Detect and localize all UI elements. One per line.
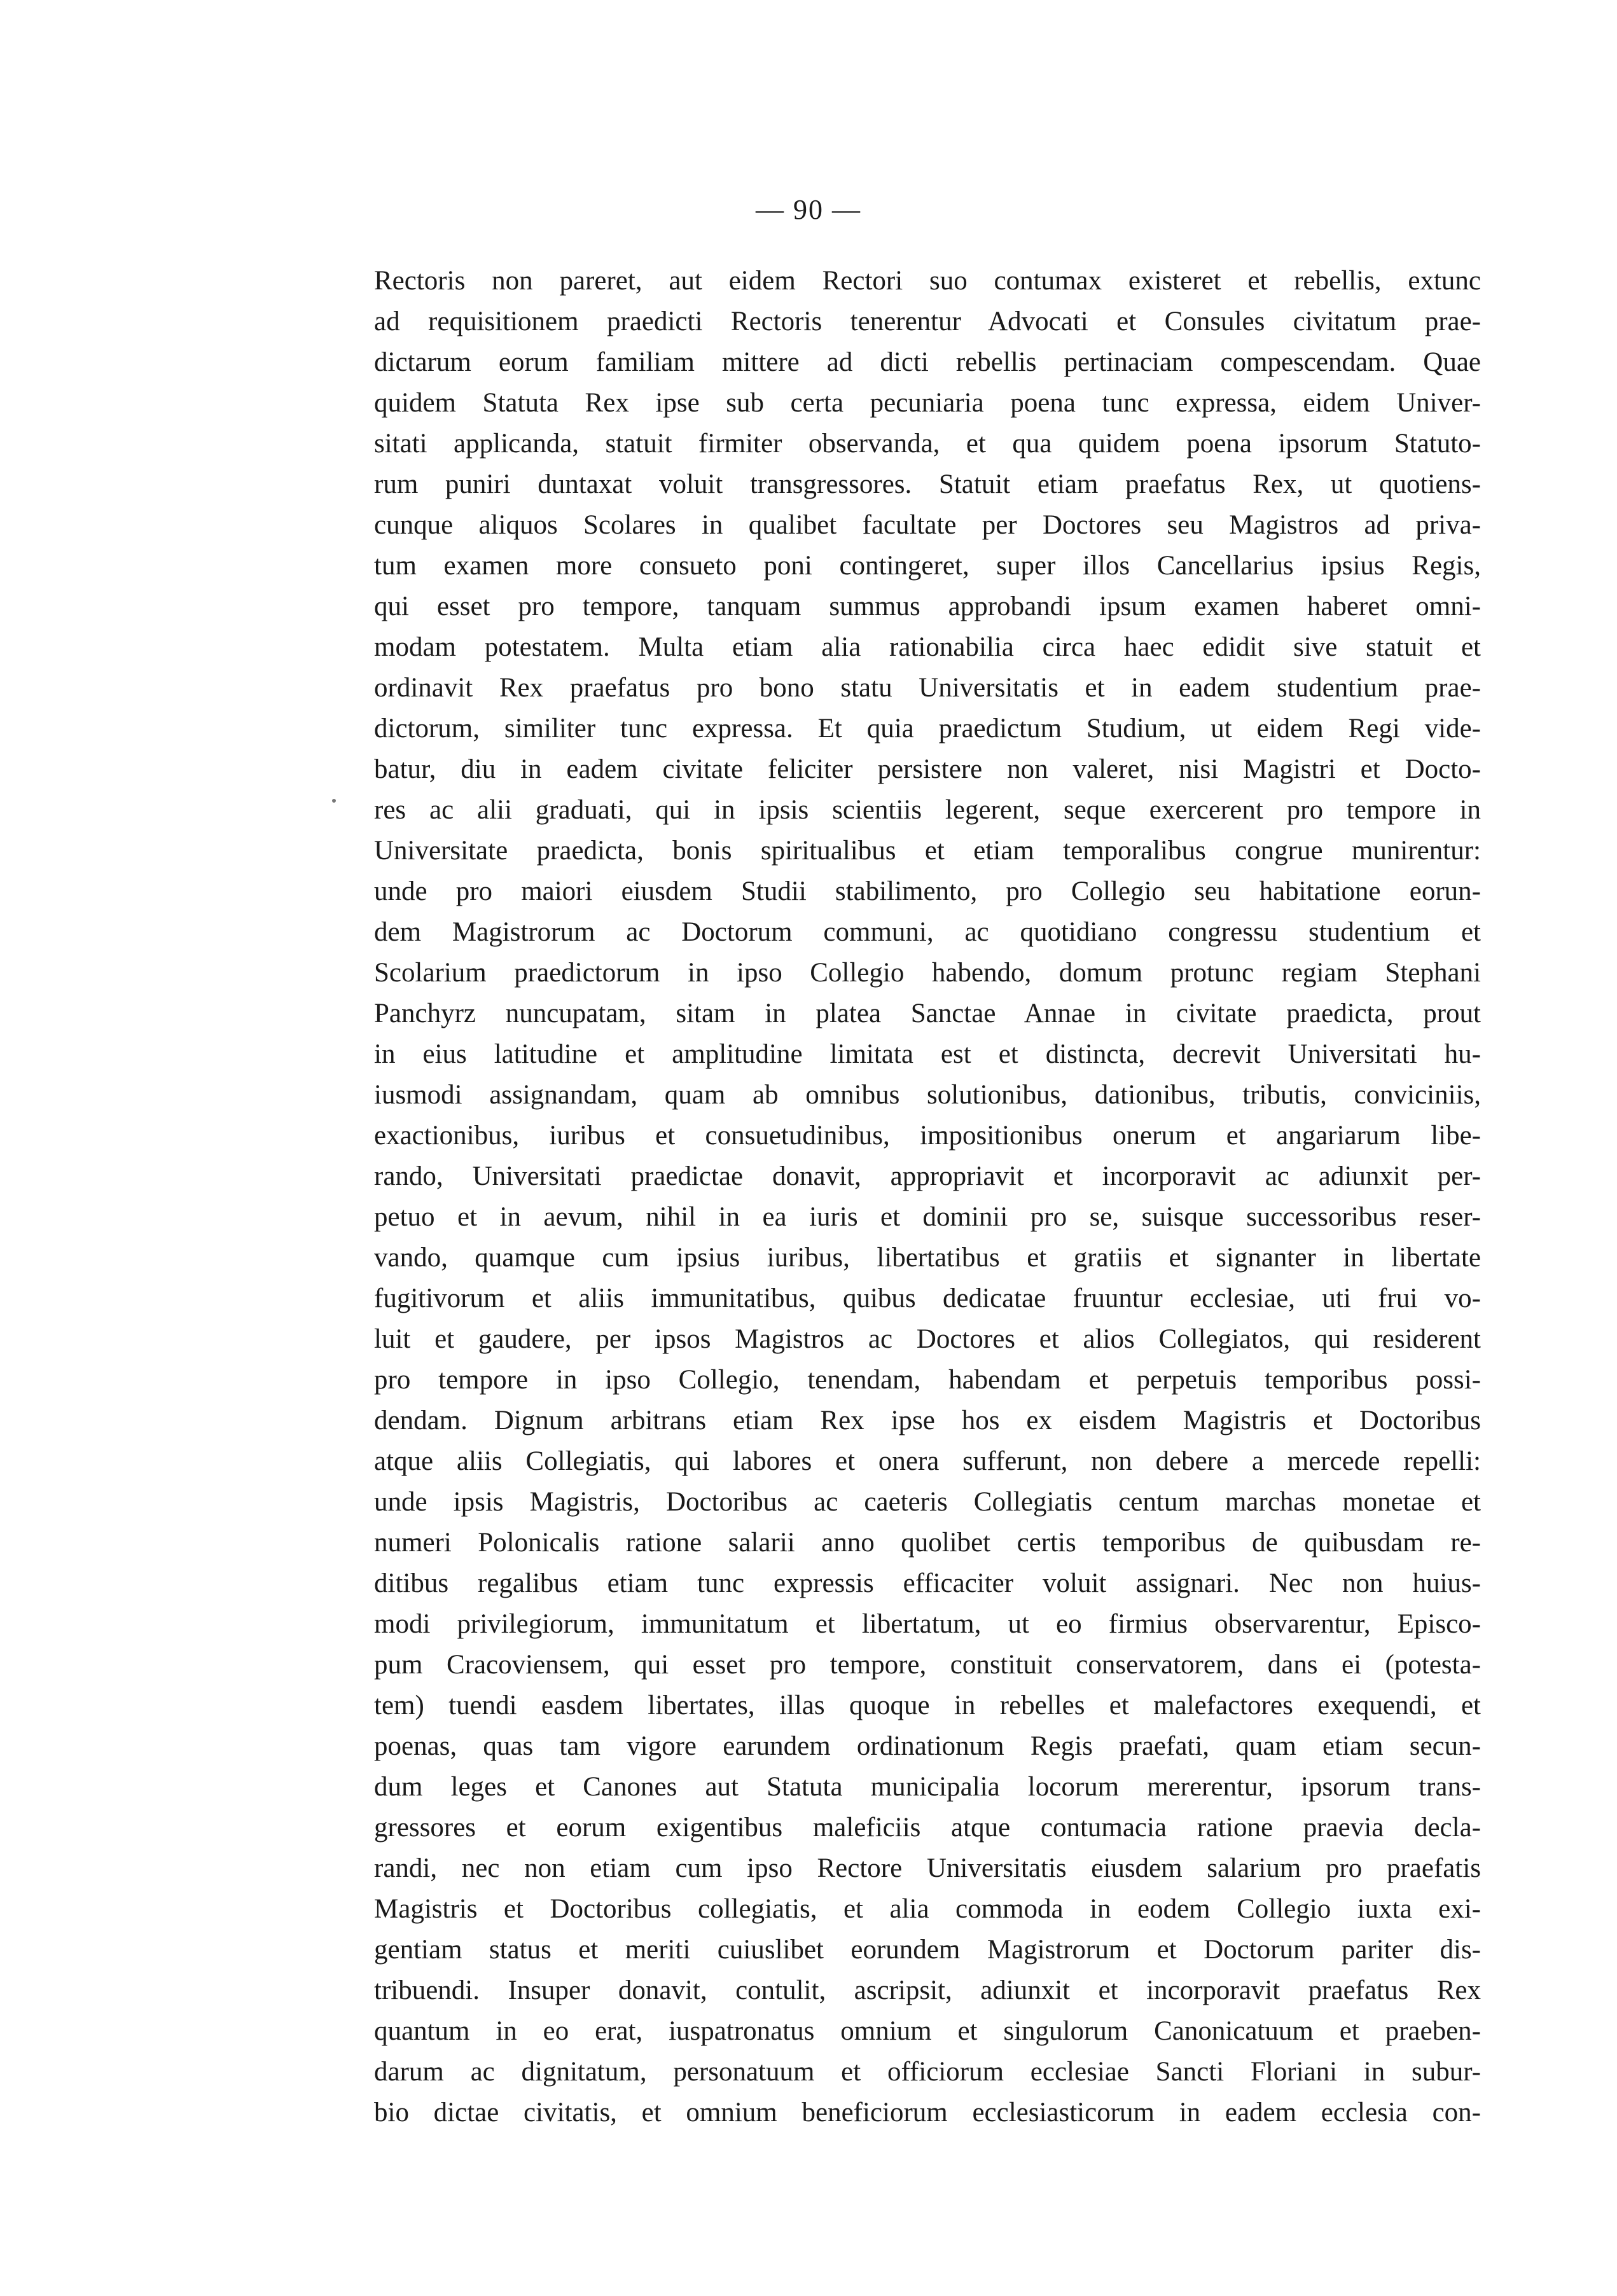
text-line: dem Magistrorum ac Doctorum communi, ac quotidiano congressu studentium et (374, 917, 1481, 947)
text-line: Rectoris non pareret, aut eidem Rectori suo contumax existeret et rebellis, extunc (374, 266, 1481, 296)
text-line: randi, nec non etiam cum ipso Rectore Universitatis eiusdem salarium pro praefatis (374, 1853, 1481, 1883)
text-line: Magistris et Doctoribus collegiatis, et alia commoda in eodem Collegio iuxta exi- (374, 1894, 1481, 1924)
text-line: modi privilegiorum, immunitatum et libertatum, ut eo firmius observarentur, Episco- (374, 1609, 1481, 1639)
text-line: tum examen more consueto poni contingeret, super illos Cancellarius ipsius Regis, (374, 551, 1481, 581)
text-line: numeri Polonicalis ratione salarii anno quolibet certis temporibus de quibusdam re- (374, 1528, 1481, 1558)
text-line: in eius latitudine et amplitudine limitata est et distincta, decrevit Universitati hu- (374, 1039, 1481, 1069)
text-line: Scolarium praedictorum in ipso Collegio habendo, domum protunc regiam Stephani (374, 958, 1481, 988)
text-line: exactionibus, iuribus et consuetudinibus, impositionibus onerum et angariarum libe- (374, 1121, 1481, 1151)
text-line: atque aliis Collegiatis, qui labores et onera sufferunt, non debere a mercede repelli: (374, 1446, 1481, 1476)
body-text (374, 261, 1481, 2133)
text-line: sitati applicanda, statuit firmiter observanda, et qua quidem poena ipsorum Statuto- (374, 429, 1481, 459)
text-line: gressores et eorum exigentibus maleficiis atque contumacia ratione praevia decla- (374, 1813, 1481, 1843)
text-line: vando, quamque cum ipsius iuribus, libertatibus et gratiis et signanter in libertate (374, 1243, 1481, 1273)
text-line: petuo et in aevum, nihil in ea iuris et dominii pro se, suisque successoribus reser- (374, 1202, 1481, 1232)
text-line: quidem Statuta Rex ipse sub certa pecuniaria poena tunc expressa, eidem Univer- (374, 388, 1481, 418)
text-line: Panchyrz nuncupatam, sitam in platea Sanctae Annae in civitate praedicta, prout (374, 999, 1481, 1028)
text-line: rum puniri duntaxat voluit transgressores. Statuit etiam praefatus Rex, ut quotiens- (374, 469, 1481, 499)
margin-dot (332, 799, 336, 803)
text-line: modam potestatem. Multa etiam alia rationabilia circa haec edidit sive statuit et (374, 632, 1481, 662)
text-line: bio dictae civitatis, et omnium beneficiorum ecclesiasticorum in eadem ecclesia con- (374, 2098, 1481, 2127)
text-line: luit et gaudere, per ipsos Magistros ac Doctores et alios Collegiatos, qui residerent (374, 1324, 1481, 1354)
text-line: res ac alii graduati, qui in ipsis scientiis legerent, seque exercerent pro tempore in (374, 795, 1481, 825)
text-line: poenas, quas tam vigore earundem ordinationum Regis praefati, quam etiam secun- (374, 1731, 1481, 1761)
text-line: fugitivorum et aliis immunitatibus, quibus dedicatae fruuntur ecclesiae, uti frui vo- (374, 1283, 1481, 1313)
text-line: unde ipsis Magistris, Doctoribus ac caeteris Collegiatis centum marchas monetae et (374, 1487, 1481, 1517)
text-line: Universitate praedicta, bonis spiritualibus et etiam temporalibus congrue munirentur: (374, 836, 1481, 866)
page-number: — 90 — (756, 194, 861, 225)
text-line: dictorum, similiter tunc expressa. Et quia praedictum Studium, ut eidem Regi vide- (374, 714, 1481, 743)
text-line: dictarum eorum familiam mittere ad dicti rebellis pertinaciam compescendam. Quae (374, 347, 1481, 377)
text-line: ordinavit Rex praefatus pro bono statu Universitatis et in eadem studentium prae- (374, 673, 1481, 703)
text-line: quantum in eo erat, iuspatronatus omnium et singulorum Canonicatuum et praeben- (374, 2016, 1481, 2046)
text-line: ad requisitionem praedicti Rectoris tenerentur Advocati et Consules civitatum prae- (374, 307, 1481, 336)
text-line: qui esset pro tempore, tanquam summus approbandi ipsum examen haberet omni- (374, 591, 1481, 621)
text-line: darum ac dignitatum, personatuum et officiorum ecclesiae Sancti Floriani in subur- (374, 2057, 1481, 2087)
text-line: dendam. Dignum arbitrans etiam Rex ipse hos ex eisdem Magistris et Doctoribus (374, 1406, 1481, 1435)
text-line: ditibus regalibus etiam tunc expressis efficaciter voluit assignari. Nec non huius- (374, 1568, 1481, 1598)
text-line: dum leges et Canones aut Statuta municipalia locorum mererentur, ipsorum trans- (374, 1772, 1481, 1802)
text-line: batur, diu in eadem civitate feliciter persistere non valeret, nisi Magistri et Docto- (374, 754, 1481, 784)
text-line: pum Cracoviensem, qui esset pro tempore, constituit conservatorem, dans ei (potesta- (374, 1650, 1481, 1680)
text-line: pro tempore in ipso Collegio, tenendam, habendam et perpetuis temporibus possi- (374, 1365, 1481, 1395)
text-line: tem) tuendi easdem libertates, illas quoque in rebelles et malefactores exequendi, et (374, 1691, 1481, 1720)
text-line: unde pro maiori eiusdem Studii stabilimento, pro Collegio seu habitatione eorun- (374, 876, 1481, 906)
text-line: rando, Universitati praedictae donavit, appropriavit et incorporavit ac adiunxit per- (374, 1161, 1481, 1191)
text-line: iusmodi assignandam, quam ab omnibus solutionibus, dationibus, tributis, conviciniis, (374, 1080, 1481, 1110)
text-line: gentiam status et meriti cuiuslibet eorundem Magistrorum et Doctorum pariter dis- (374, 1935, 1481, 1965)
text-line: cunque aliquos Scolares in qualibet facultate per Doctores seu Magistros ad priva- (374, 510, 1481, 540)
text-line: tribuendi. Insuper donavit, contulit, ascripsit, adiunxit et incorporavit praefatus Rex (374, 1975, 1481, 2005)
